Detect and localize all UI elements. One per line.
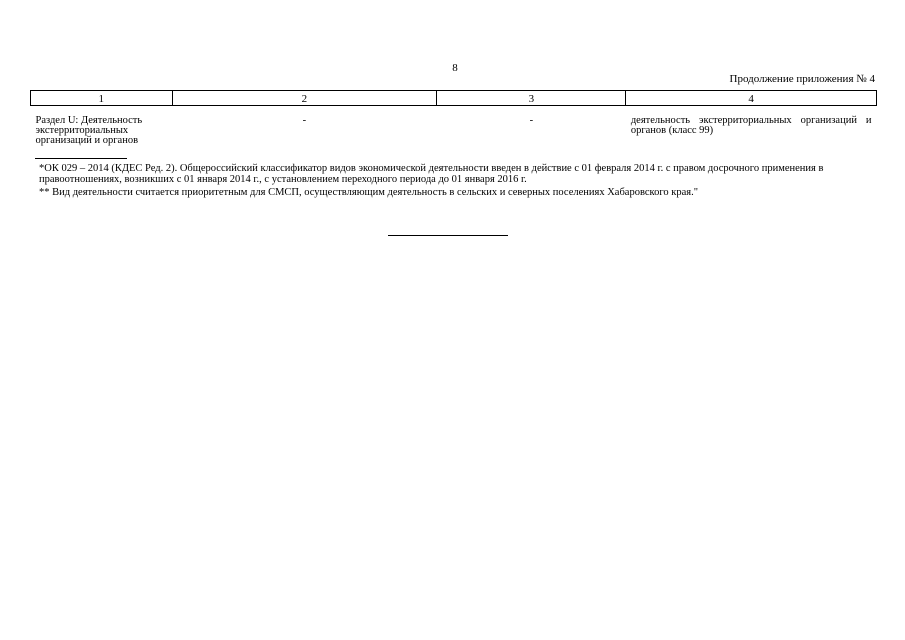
appendix-continuation-label: Продолжение приложения № 4 <box>729 73 875 85</box>
page-number: 8 <box>452 62 458 74</box>
footnote-okved: *ОК 029 – 2014 (КДЕС Ред. 2). Общероссийский классификатор видов экономической деятельности введен в действие с 01 февраля 2014 г. с правом досрочного применения в правоотношениях, возникших с 01 января 2014 г., с установлением переходного периода до 01 января 2016 г. <box>39 163 824 185</box>
footnote-separator <box>35 158 127 159</box>
table-header-row <box>31 91 877 106</box>
column-2-cell: - <box>302 115 307 126</box>
column-header-2: 2 <box>172 91 437 106</box>
appendix-table <box>30 90 877 146</box>
column-header-3: 3 <box>437 91 626 106</box>
footnote-priority: ** Вид деятельности считается приоритетным для СМСП, осуществляющим деятельность в сельских и северных поселениях Хабаровского края." <box>39 187 698 198</box>
section-name-cell: Раздел U: Деятельность экстерриториальных организаций и органов <box>35 115 143 146</box>
activity-description-cell: деятельность экстерриториальных организаций и органов (класс 99) <box>630 115 872 136</box>
column-header-4: 4 <box>626 91 877 106</box>
footnotes <box>35 163 873 200</box>
column-header-1: 1 <box>31 91 173 106</box>
column-3-cell: - <box>529 115 534 126</box>
table-row <box>31 106 877 147</box>
document-end-line <box>388 235 508 236</box>
